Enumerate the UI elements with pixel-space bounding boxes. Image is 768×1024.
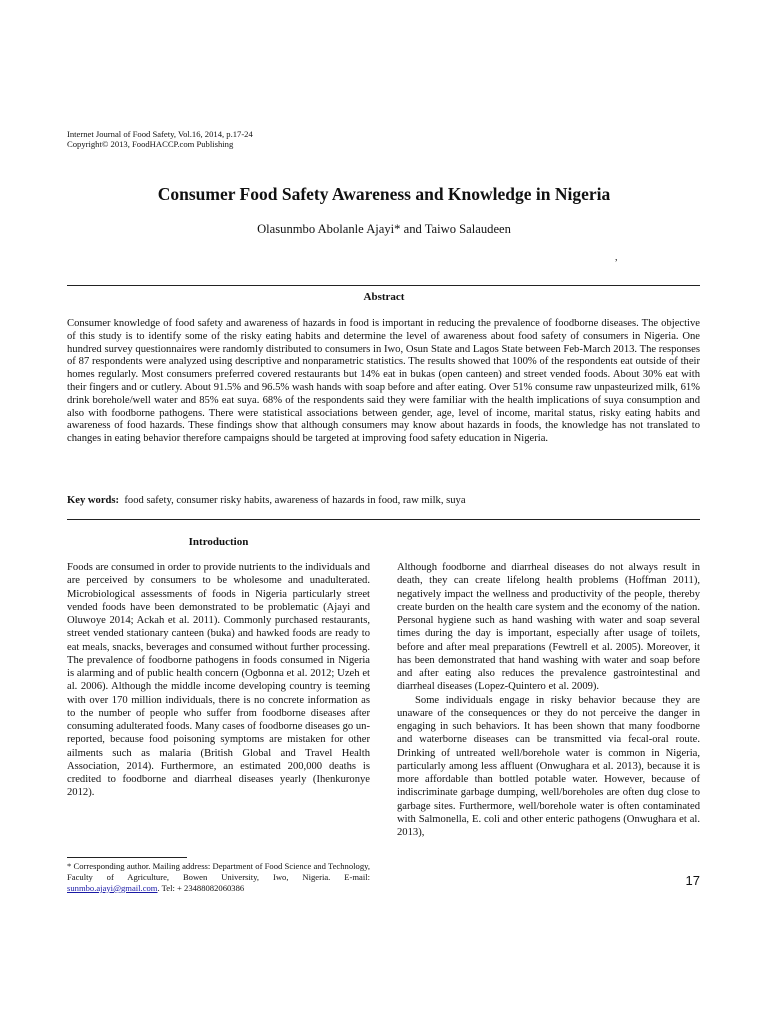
keywords-line (67, 494, 700, 507)
author-list: Olasunmbo Abolanle Ajayi* and Taiwo Salaudeen (257, 222, 511, 236)
page-number: 17 (685, 873, 700, 888)
journal-citation-line: Internet Journal of Food Safety, Vol.16, 2014, p.17-24 (67, 129, 253, 139)
right-column (397, 561, 700, 839)
abstract-top-rule (67, 285, 700, 286)
abstract-text: Consumer knowledge of food safety and awareness of hazards in food is important in reducing the prevalence of foodborne diseases. The objective of this study is to identify some of the risky eating habits and determine the level of awareness about food safety of consumers in Nigeria. One hundred survey questionnaires were randomly distributed to consumers in Iwo, Osun State and Lagos State between Feb-March 2013. The responses of 87 respondents were analyzed using descriptive and nonparametric statistics. The results showed that 100% of the respondents eat outside of their homes regularly. Most consumers preferred covered restaurants but 14% eat in bukas (open canteen) and street vended foods. About 30% eat with their fingers and or cutlery. About 91.5% and 96.5% wash hands with soap before and after eating. Over 51% consume raw unpasteurized milk, 61% drink borehole/well water and 85% eat suya. 68% of the respondents said they were familiar with the health implications of suya consumption and also with foodborne pathogens. There were statistical associations between gender, age, level of income, marital status, risky eating habits and awareness of food hazards. These findings show that although consumers may know about hazards in foods, the knowledge has not translated to changes in eating behavior therefore campaigns should be targeted at improving food safety education in Nigeria. (67, 318, 700, 445)
paper-title: Consumer Food Safety Awareness and Knowledge in Nigeria (157, 184, 611, 204)
abstract-heading: Abstract (363, 291, 405, 303)
footnote-rule (67, 857, 187, 858)
intro-paragraph-3: Some individuals engage in risky behavior because they are unaware of the consequences or they do not perceive the danger in engaging in such behaviors. It has been shown that many foodborne and waterborne diseases can be transmitted via fecal-oral route. Drinking of untreated well/borehole water is common in Nigeria, particularly among less affluent (Onwughara et al. 2013), because it is more affordable than bottled potable water. However, because of indiscriminate garbage dumping, well/boreholes are often dug close to garbage sites. Furthermore, well/borehole water is often contaminated with Salmonella, E. coli and other enteric pathogens (Onwughara et al. 2013), (397, 694, 700, 838)
abstract-bottom-rule (67, 519, 700, 520)
left-column (67, 561, 370, 800)
footnote-tel: . Tel: + 23488082060386 (157, 882, 245, 893)
author-email-link[interactable]: sunmbo.ajayi@gmail.com (67, 882, 158, 893)
footnote-text: * Corresponding author. Mailing address: Department of Food Science and Technology, Faculty of Agriculture, Bowen University, Iwo, Nigeria. E-mail: (67, 861, 370, 882)
intro-paragraph-1: Foods are consumed in order to provide nutrients to the individuals and are perceived by consumers to be wholesome and unadulterated. Microbiological assessments of foods in Nigeria particularly street vended foods have been demonstrated to be problematic (Ajayi and Oluwoye 2014; Ackah et al. 2011). Commonly purchased restaurants, street vended stationary canteen (buka) and hawked foods are ready to eat meals, snacks, beverages and consumed without further processing. The prevalence of foodborne pathogens in foods consumed in Nigeria is alarming and of public health concern (Ogbonna et al. 2012; Uzeh et al. 2006). Although the middle income developing country is teeming with over 170 million individuals, there is no concrete information as to the number of people who suffer from foodborne diseases after consuming adulterated foods. Many cases of foodborne diseases go un-reported, because food poisoning symptoms are mistaken for other ailments such as malaria (British Global and Travel Health Association, 2014). Furthermore, an estimated 200,000 deaths is credited to foodborne and diarrheal diseases yearly (Ihenkuronye 2012). (67, 562, 370, 799)
introduction-heading: Introduction (188, 536, 249, 548)
keywords-text: food safety, consumer risky habits, awareness of hazards in food, raw milk, suya (124, 495, 466, 506)
affiliation-mark: , (615, 252, 618, 263)
corresponding-author-footnote (67, 861, 370, 893)
intro-paragraph-2: Although foodborne and diarrheal diseases do not always result in death, they can create lifelong health problems (Hoffman 2011), negatively impact the wellness and productivity of the people, thereby create burden on the health care system and the economy of the nation. Personal hygiene such as hand washing with water and soap several times during the day is important, especially after usage of toilets, before and after meal preparations (Fewtrell et al. 2005). Moreover, it has been demonstrated that hand washing with water and soap before and after eating also reduces the prevalence gastrointestinal and diarrheal diseases (Lopez-Quintero et al. 2009). (397, 562, 700, 693)
keywords-label: Key words: (67, 495, 120, 506)
copyright-line: Copyright© 2013, FoodHACCP.com Publishing (67, 139, 234, 149)
